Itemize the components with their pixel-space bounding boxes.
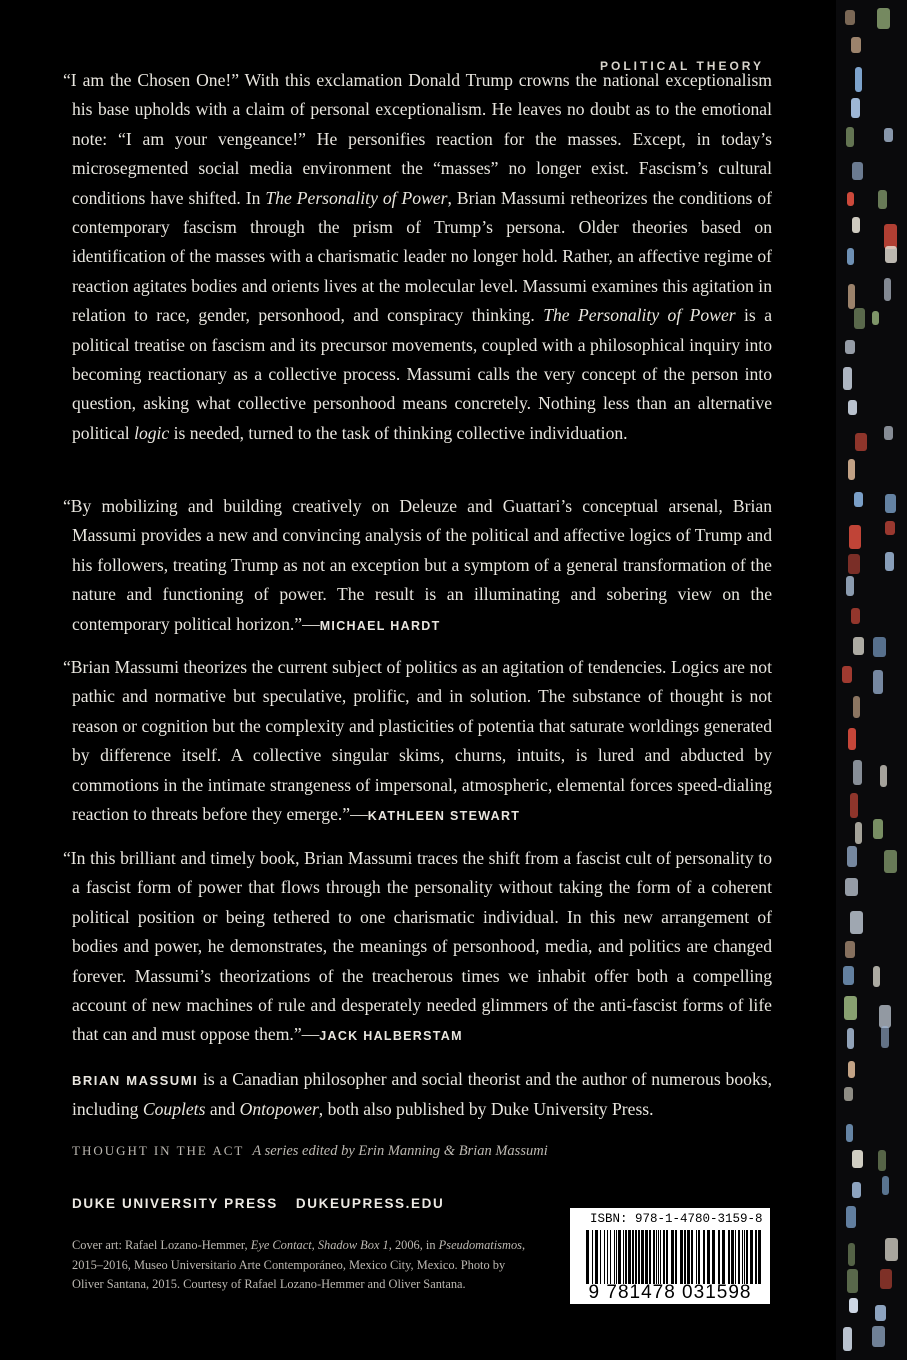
art-figure bbox=[851, 98, 860, 118]
art-figure bbox=[853, 637, 864, 655]
art-figure bbox=[848, 284, 855, 309]
barcode-bar bbox=[641, 1230, 644, 1284]
art-figure bbox=[873, 670, 883, 694]
art-figure bbox=[843, 367, 852, 390]
barcode-bar bbox=[645, 1230, 648, 1284]
art-figure bbox=[848, 728, 856, 750]
barcode-bar bbox=[625, 1230, 627, 1284]
art-figure bbox=[853, 760, 862, 785]
barcode-bar bbox=[684, 1230, 686, 1284]
art-figure bbox=[845, 340, 855, 354]
art-figure bbox=[879, 1005, 891, 1028]
art-figure bbox=[850, 911, 863, 934]
art-figure bbox=[851, 608, 860, 624]
art-figure bbox=[846, 1206, 856, 1228]
art-figure bbox=[846, 1124, 853, 1142]
barcode-bar bbox=[649, 1230, 651, 1284]
barcode-bar bbox=[735, 1230, 736, 1284]
art-figure bbox=[843, 1327, 852, 1351]
barcode-bar bbox=[746, 1230, 748, 1284]
art-figure bbox=[852, 162, 863, 180]
barcode-bar bbox=[718, 1230, 720, 1284]
art-figure bbox=[850, 793, 858, 818]
barcode-bar bbox=[675, 1230, 677, 1284]
art-figure bbox=[884, 850, 897, 873]
art-figure bbox=[847, 248, 854, 265]
art-figure bbox=[875, 1305, 886, 1321]
art-figure bbox=[852, 217, 860, 233]
barcode-bar bbox=[691, 1230, 693, 1284]
publisher-line bbox=[72, 1196, 444, 1211]
barcode-bar bbox=[610, 1230, 611, 1284]
art-figure bbox=[873, 819, 883, 839]
art-figure bbox=[845, 878, 858, 896]
isbn-text: ISBN: 978-1-4780-3159-8 bbox=[590, 1212, 763, 1226]
art-figure bbox=[885, 1238, 898, 1261]
barcode-bar bbox=[755, 1230, 757, 1284]
barcode-bar bbox=[742, 1230, 743, 1284]
art-figure bbox=[854, 308, 865, 329]
publisher-name: DUKE UNIVERSITY PRESS bbox=[72, 1196, 278, 1211]
art-figure bbox=[848, 1243, 855, 1266]
barcode-bar bbox=[653, 1230, 655, 1284]
barcode-bar bbox=[607, 1230, 608, 1284]
cover-art-strip bbox=[836, 0, 907, 1360]
art-figure bbox=[855, 67, 862, 92]
art-figure bbox=[847, 1028, 854, 1049]
art-figure bbox=[842, 666, 852, 683]
blurb-hardt: “By mobilizing and building creatively on Deleuze and Guattari’s conceptual arsenal, Brian Massumi provides a new and convincing analysis of the political and affective logics of Trump and his followers, treating Trump as not an exception but a symptom of a general transformation of the nature and functioning of power. The result is an illuminating and sobering view on the contemporary political horizon.”—MICHAEL HARDT bbox=[63, 496, 772, 634]
art-figure bbox=[852, 1150, 863, 1168]
art-figure bbox=[885, 246, 897, 263]
art-figure bbox=[872, 311, 879, 325]
author-bio: BRIAN MASSUMI is a Canadian philosopher and social theorist and the author of numerous books, including Couplets and Ontopower, both also published by Duke University Press. bbox=[72, 1069, 772, 1120]
barcode-bar bbox=[663, 1230, 665, 1284]
publisher-url: DUKEUPRESS.EDU bbox=[295, 1196, 445, 1211]
barcode-bar bbox=[758, 1230, 761, 1284]
barcode-bar bbox=[616, 1230, 617, 1284]
barcode-bar bbox=[632, 1230, 634, 1284]
art-figure bbox=[849, 1298, 858, 1313]
art-figure bbox=[851, 37, 861, 53]
art-figure bbox=[846, 576, 854, 596]
art-figure bbox=[884, 128, 893, 142]
art-figure bbox=[849, 525, 861, 549]
art-figure bbox=[848, 400, 857, 415]
art-figure bbox=[880, 1269, 892, 1289]
barcode-bar bbox=[638, 1230, 640, 1284]
barcode-bar bbox=[750, 1230, 753, 1284]
blurb-stewart: “Brian Massumi theorizes the current subject of politics as an agitation of tendencies. Logics are not pathic and normative but speculative, prolific, and in solution. The substance of thought is not reason or cognition but the complexity and plasticities of potentia that saturate worldings generated by difference itself. A collective singular skims, churns, intuits, is lured and abducted by commotions in the intimate strangeness of impersonal, atmospheric, elemental forces speed-dialing reaction to threats before they emerge.”—KATHLEEN STEWART bbox=[63, 657, 772, 825]
barcode-bar bbox=[614, 1230, 615, 1284]
art-figure bbox=[853, 696, 860, 718]
category-label: POLITICAL THEORY bbox=[600, 59, 765, 73]
art-figure bbox=[885, 521, 895, 535]
barcode-bar bbox=[635, 1230, 637, 1284]
art-figure bbox=[882, 1176, 889, 1195]
barcode-bar bbox=[744, 1230, 745, 1284]
barcode-bar bbox=[696, 1230, 697, 1284]
art-figure bbox=[872, 1326, 885, 1347]
art-figure bbox=[880, 765, 887, 787]
art-figure bbox=[848, 459, 855, 480]
art-figure bbox=[873, 637, 886, 657]
art-figure bbox=[885, 552, 894, 571]
blurb-author: MICHAEL HARDT bbox=[319, 618, 441, 633]
barcode-bar bbox=[731, 1230, 734, 1284]
blurb-author: JACK HALBERSTAM bbox=[319, 1029, 463, 1044]
art-figure bbox=[844, 996, 857, 1020]
barcode bbox=[570, 1208, 770, 1304]
barcode-bar bbox=[680, 1230, 683, 1284]
barcode-bar bbox=[623, 1230, 624, 1284]
barcode-bar bbox=[660, 1230, 661, 1284]
barcode-digits: 9 781478 031598 bbox=[588, 1282, 752, 1303]
art-figure bbox=[844, 1087, 853, 1101]
art-figure bbox=[848, 554, 860, 574]
barcode-bar bbox=[671, 1230, 674, 1284]
barcode-bar bbox=[628, 1230, 631, 1284]
barcode-bar bbox=[586, 1230, 589, 1284]
barcode-bars bbox=[586, 1230, 764, 1284]
art-figure bbox=[881, 1026, 889, 1048]
barcode-bar bbox=[592, 1230, 593, 1284]
barcode-bar bbox=[600, 1230, 601, 1284]
cover-credit: Cover art: Rafael Lozano-Hemmer, Eye Contact, Shadow Box 1, 2006, in Pseudomatismos, 2015–2016, Museo Universitario Arte Contemporáneo, Mexico City, Mexico. Photo by Oliver Santana, 2015. Courtesy of Rafael Lozano-Hemmer and Oliver Santana. bbox=[72, 1238, 526, 1291]
barcode-bar bbox=[707, 1230, 710, 1284]
barcode-bar bbox=[728, 1230, 730, 1284]
art-figure bbox=[852, 1182, 861, 1198]
art-figure bbox=[855, 822, 862, 844]
art-figure bbox=[846, 127, 854, 147]
art-figure bbox=[854, 492, 863, 507]
blurb-author: KATHLEEN STEWART bbox=[367, 809, 521, 824]
art-figure bbox=[855, 433, 867, 451]
barcode-bar bbox=[703, 1230, 705, 1284]
series-line: THOUGHT IN THE ACT A series edited by Erin Manning & Brian Massumi bbox=[72, 1143, 548, 1159]
barcode-bar bbox=[618, 1230, 621, 1284]
barcode-bar bbox=[722, 1230, 725, 1284]
art-figure bbox=[845, 941, 855, 958]
barcode-bar bbox=[656, 1230, 657, 1284]
art-figure bbox=[848, 1061, 855, 1078]
art-figure bbox=[847, 846, 857, 867]
art-figure bbox=[843, 966, 854, 985]
art-figure bbox=[878, 1150, 886, 1171]
barcode-bar bbox=[698, 1230, 700, 1284]
art-figure bbox=[884, 278, 891, 301]
book-description: “I am the Chosen One!” With this exclamation Donald Trump crowns the national exceptionalism his base upholds with a claim of personal exceptionalism. He leaves no doubt as to the emotional note: “I am your vengeance!” He personifies reaction for the masses. Except, in today’s microsegmented social media environment the “masses” no longer exist. Fascism’s cultural conditions have shifted. In The Personality of Power, Brian Massumi retheorizes the conditions of contemporary fascism through the prism of Trump’s persona. Older theories based on identification of the masses with a charismatic leader no longer hold. Rather, an affective regime of reaction agitates bodies and orients lives at the molecular level. Massumi examines this agitation in relation to race, gender, personhood, and conspiracy thinking. The Personality of Power is a political treatise on fascism and its precursor movements, coupled with a philosophical inquiry into becoming reactionary as a collective process. Massumi calls the very concept of the person into question, asking what collective personhood means concretely. Nothing less than an alternative political logic is needed, turned to the task of thinking collective individuation. bbox=[63, 70, 772, 443]
barcode-bar bbox=[687, 1230, 690, 1284]
art-figure bbox=[884, 426, 893, 440]
art-figure bbox=[878, 190, 887, 209]
art-figure bbox=[873, 966, 880, 987]
barcode-bar bbox=[666, 1230, 668, 1284]
art-figure bbox=[885, 494, 896, 513]
barcode-bar bbox=[658, 1230, 659, 1284]
art-figure bbox=[847, 1269, 858, 1293]
barcode-bar bbox=[604, 1230, 605, 1284]
barcode-bar bbox=[738, 1230, 740, 1284]
art-figure bbox=[877, 8, 890, 29]
art-figure bbox=[847, 192, 854, 206]
barcode-bar bbox=[712, 1230, 715, 1284]
blurb-halberstam: “In this brilliant and timely book, Brian Massumi traces the shift from a fascist cult of personality to a fascist form of power that flows through the personality without taking the form of a coherent political position or being tethered to one charismatic individual. In this new arrangement of bodies and power, he demonstrates, the meanings of personhood, media, and politics are changed forever. Massumi’s theorizations of the treacherous times we inhabit offer both a compelling account of new machines of rule and desperately needed glimmers of the anti-fascist forms of life that can and must oppose them.”—JACK HALBERSTAM bbox=[63, 848, 772, 1045]
barcode-bar bbox=[595, 1230, 598, 1284]
art-figure bbox=[845, 10, 855, 25]
